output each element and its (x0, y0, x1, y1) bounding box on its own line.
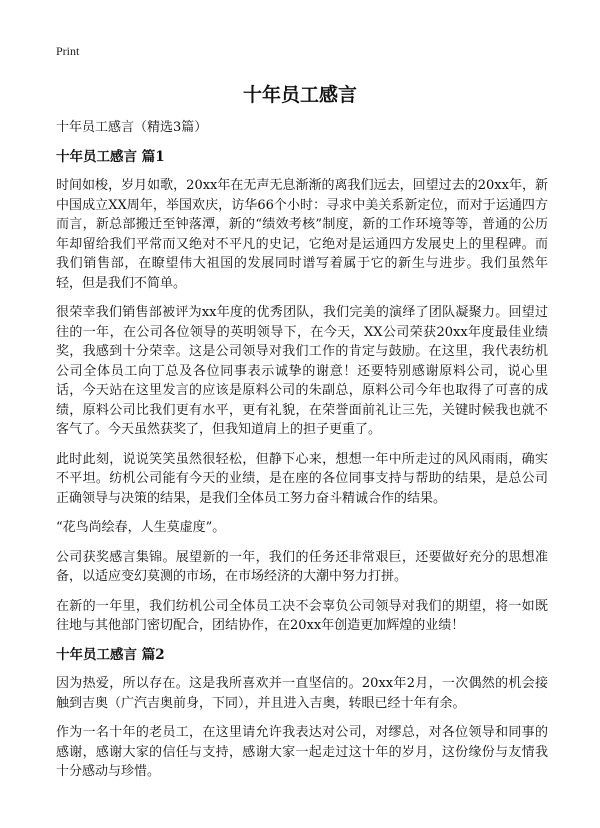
document-title: 十年员工感言 (242, 84, 357, 106)
paragraph: 很荣幸我们销售部被评为xx年度的优秀团队，我们完美的演绎了团队凝聚力。回望过往的一年，在公司各位领导的英明领导下，在今天，XX公司荣获20xx年度最佳业绩奖，我感到十分荣幸。这是公司领导对我们工作的肯定与鼓励。在这里，我代表纺机公司全体员工向丁总及各位同事表示诚挚的谢意！还要特别感谢原料公司，说心里话，今天站在这里发言的应该是原料公司的朱副总，原料公司今年也取得了可喜的成绩，原料公司比我们更有水平，更有礼貌，在荣誉面前礼让三先，关键时候我也就不客气了。今天虽然获奖了，但我知道肩上的担子更重了。 (56, 305, 548, 437)
paragraph: 此时此刻，说说笑笑虽然很轻松，但静下心来，想想一年中所走过的风风雨雨，确实不平坦。纺机公司能有今天的业绩，是在座的各位同事支持与帮助的结果，是总公司正确领导与决策的结果，是我们全体员工努力奋斗精诚合作的结果。 (56, 451, 548, 506)
section-2 (56, 646, 548, 782)
print-link[interactable]: Print (56, 44, 80, 58)
section-heading: 十年员工感言 篇2 (56, 646, 165, 663)
paragraph: 时间如梭，岁月如歌，20xx年在无声无息渐渐的离我们远去，回望过去的20xx年，新中国成立XX周年，举国欢庆，访华66个小时：寻求中美关系新定位，而对于运通四方而言，新总部搬迁至钟落潭，新的“绩效考核”制度，新的工作环境等等，普通的公历年却留给我们平常而又绝对不平凡的史记，它绝对是运通四方发展史上的里程碑。而我们销售部，在瞭望伟大祖国的发展同时谱写着属于它的新生与进步。我们虽然年轻，但是我们不简单。 (56, 178, 548, 291)
paragraph: 作为一名十年的老员工，在这里请允许我表达对公司，对缪总，对各位领导和同事的感谢，感谢大家的信任与支持，感谢大家一起走过这十年的岁月，这份缘份与友情我十分感动与珍惜。 (56, 725, 548, 779)
document-body (56, 118, 548, 792)
section-1 (56, 148, 548, 636)
paragraph: 在新的一年里，我们纺机公司全体员工决不会辜负公司领导对我们的期望，将一如既往地与其他部门密切配合，团结协作，在20xx年创造更加辉煌的业绩！ (56, 598, 548, 633)
paragraph: “花鸟尚绘春，人生莫虚度”。 (56, 520, 226, 535)
section-heading: 十年员工感言 篇1 (56, 148, 165, 165)
paragraph: 公司获奖感言集锦。展望新的一年，我们的任务还非常艰巨，还要做好充分的思想准备，以适应变幻莫测的市场，在市场经济的大潮中努力打拼。 (56, 549, 548, 584)
paragraph: 因为热爱，所以存在。这是我所喜欢并一直坚信的。20xx年2月，一次偶然的机会接触到吉奥（广汽吉奥前身，下同），并且进入吉奥，转眼已经十年有余。 (56, 676, 548, 711)
document-subtitle: 十年员工感言（精选3篇） (56, 120, 208, 135)
